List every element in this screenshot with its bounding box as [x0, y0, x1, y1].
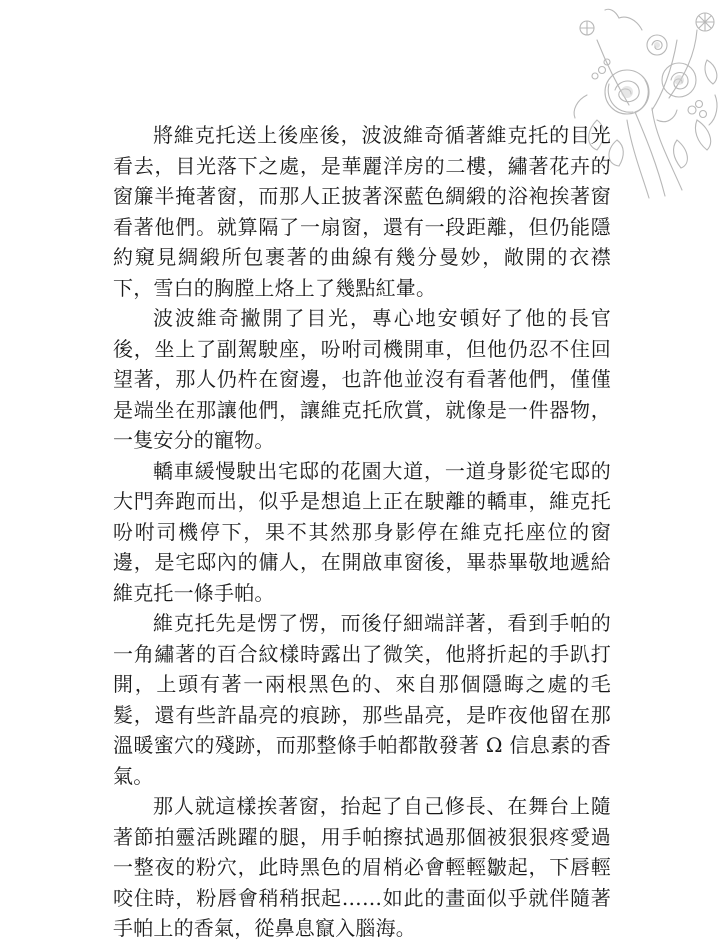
- paragraph-5: 那人就這樣挨著窗，抬起了自己修長、在舞台上隨著節拍靈活跳躍的腿，用手帕擦拭過那個被狠狠疼愛過一整夜的粉穴，此時黑色的眉梢必會輕輕皺起，下唇輕咬住時，粉唇會稍稍抿起……如此的畫面似乎就伴隨著手帕上的香氣，從鼻息竄入腦海。: [113, 794, 611, 940]
- paragraph-2: 波波維奇撇開了目光，專心地安頓好了他的長官後，坐上了副駕駛座，吩咐司機開車，但他仍忍不住回望著，那人仍杵在窗邊，也許他並沒有看著他們，僅僅是端坐在那讓他們，讓維克托欣賞，就像是一件器物，一隻安分的寵物。: [113, 306, 611, 452]
- paragraph-4: 維克托先是愣了愣，而後仔細端詳著，看到手帕的一角繡著的百合紋樣時露出了微笑，他將折起的手趴打開，上頭有著一兩根黑色的、來自那個隱晦之處的毛髮，還有些許晶亮的痕跡，那些晶亮，是昨夜他留在那溫暖蜜穴的殘跡，而那整條手帕都散發著 Ω 信息素的香氣。: [113, 611, 611, 788]
- paragraph-3: 轎車緩慢駛出宅邸的花園大道，一道身影從宅邸的大門奔跑而出，似乎是想追上正在駛離的轎車，維克托吩咐司機停下，果不其然那身影停在維克托座位的窗邊，是宅邸內的傭人，在開啟車窗後，畢恭畢敬地遞給維克托一條手帕。: [113, 458, 611, 605]
- article-body: [113, 120, 611, 944]
- paragraph-1: 將維克托送上後座後，波波維奇循著維克托的目光看去，目光落下之處，是華麗洋房的二樓，繡著花卉的窗簾半掩著窗，而那人正披著深藍色綢緞的浴袍挨著窗看著他們。就算隔了一扇窗，還有一段距離，但仍能隱約窺見綢緞所包裹著的曲線有幾分曼妙，敞開的衣襟下，雪白的胸膛上烙上了幾點紅暈。: [113, 123, 611, 300]
